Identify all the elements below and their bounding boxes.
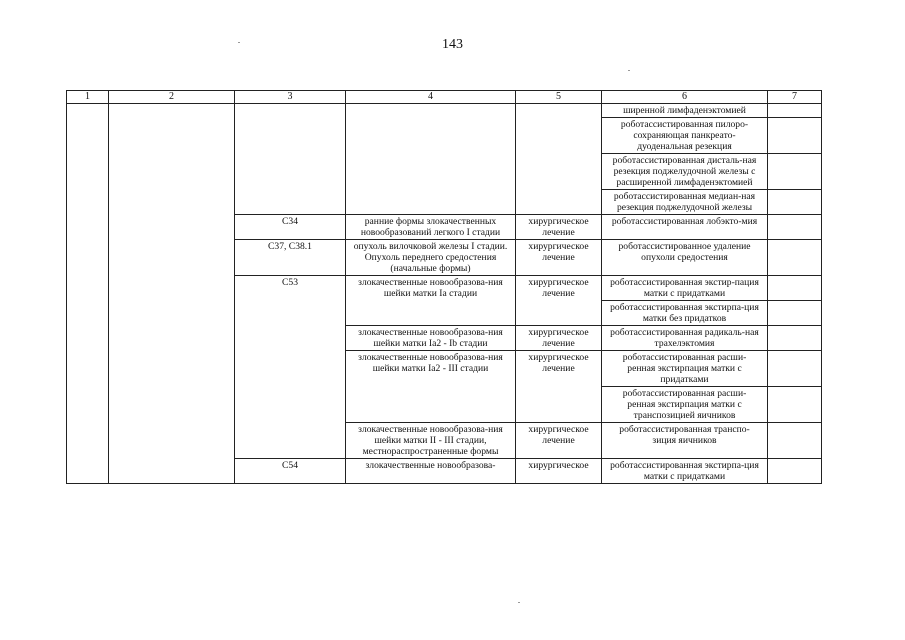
diagnosis-code-cell: C34 <box>235 215 346 240</box>
col7-cell <box>768 240 822 276</box>
condition-cell <box>346 104 516 215</box>
method-cell: роботассистированная радикаль-ная трахелэктомия <box>602 326 768 351</box>
method-cell: роботассистированная медиан-ная резекция поджелудочной железы <box>602 190 768 215</box>
table-body <box>67 104 822 484</box>
col7-cell <box>768 459 822 484</box>
table-row <box>67 104 822 118</box>
header-row <box>67 91 822 104</box>
condition-cell: злокачественные новообразова-ния шейки матки Ia стадии <box>346 276 516 326</box>
condition-cell: ранние формы злокачественных новообразований легкого I стадии <box>346 215 516 240</box>
method-cell: роботассистированная экстирпа-ция матки с придатками <box>602 459 768 484</box>
column-header: 5 <box>516 91 602 104</box>
method-cell: роботассистированная дисталь-ная резекция поджелудочной железы с расширенной лимфаденэктомией <box>602 154 768 190</box>
treatment-type-cell: хирургическое лечение <box>516 351 602 423</box>
page-number: 143 <box>442 37 463 52</box>
condition-cell: злокачественные новообразова-ния шейки матки II - III стадии, местнораспространенные формы <box>346 423 516 459</box>
diagnosis-code-cell: C54 <box>235 459 346 484</box>
condition-cell: злокачественные новообразова-ния шейки матки Ia2 - Ib стадии <box>346 326 516 351</box>
condition-cell: опухоль вилочковой железы I стадии. Опухоль переднего средостения (начальные формы) <box>346 240 516 276</box>
treatment-type-cell <box>516 104 602 215</box>
diagnosis-code-cell: C37, C38.1 <box>235 240 346 276</box>
column-header: 3 <box>235 91 346 104</box>
col7-cell <box>768 301 822 326</box>
treatment-type-cell: хирургическое лечение <box>516 423 602 459</box>
column-header: 7 <box>768 91 822 104</box>
col7-cell <box>768 326 822 351</box>
column-header: 2 <box>109 91 235 104</box>
diagnosis-code-cell <box>235 104 346 215</box>
col7-cell <box>768 351 822 387</box>
col2-cell <box>109 104 235 484</box>
method-cell: роботассистированная экстирпа-ция матки без придатков <box>602 301 768 326</box>
column-header: 4 <box>346 91 516 104</box>
treatment-type-cell: хирургическое лечение <box>516 276 602 326</box>
col7-cell <box>768 118 822 154</box>
method-cell: роботассистированная лобэкто-мия <box>602 215 768 240</box>
col7-cell <box>768 104 822 118</box>
treatment-type-cell: хирургическое лечение <box>516 326 602 351</box>
method-cell: роботассистированная расши-ренная экстирпация матки с придатками <box>602 351 768 387</box>
treatment-type-cell: хирургическое лечение <box>516 240 602 276</box>
method-cell: роботассистированная расши-ренная экстирпация матки с транспозицией яичников <box>602 387 768 423</box>
method-cell: роботассистированное удаление опухоли средостения <box>602 240 768 276</box>
diagnosis-code-cell: C53 <box>235 276 346 459</box>
method-cell: ширенной лимфаденэктомией <box>602 104 768 118</box>
col7-cell <box>768 190 822 215</box>
condition-cell: злокачественные новообразова- <box>346 459 516 484</box>
treatment-type-cell: хирургическое лечение <box>516 215 602 240</box>
method-cell: роботассистированная пилоро-сохраняющая панкреато-дуоденальная резекция <box>602 118 768 154</box>
col7-cell <box>768 423 822 459</box>
method-cell: роботассистированная экстир-пация матки с придатками <box>602 276 768 301</box>
col7-cell <box>768 387 822 423</box>
col7-cell <box>768 276 822 301</box>
document-table <box>66 90 822 484</box>
column-header: 6 <box>602 91 768 104</box>
column-header: 1 <box>67 91 109 104</box>
treatment-type-cell: хирургическое <box>516 459 602 484</box>
col1-cell <box>67 104 109 484</box>
method-cell: роботассистированная транспо-зиция яичников <box>602 423 768 459</box>
col7-cell <box>768 154 822 190</box>
col7-cell <box>768 215 822 240</box>
condition-cell: злокачественные новообразова-ния шейки матки Ia2 - III стадии <box>346 351 516 423</box>
